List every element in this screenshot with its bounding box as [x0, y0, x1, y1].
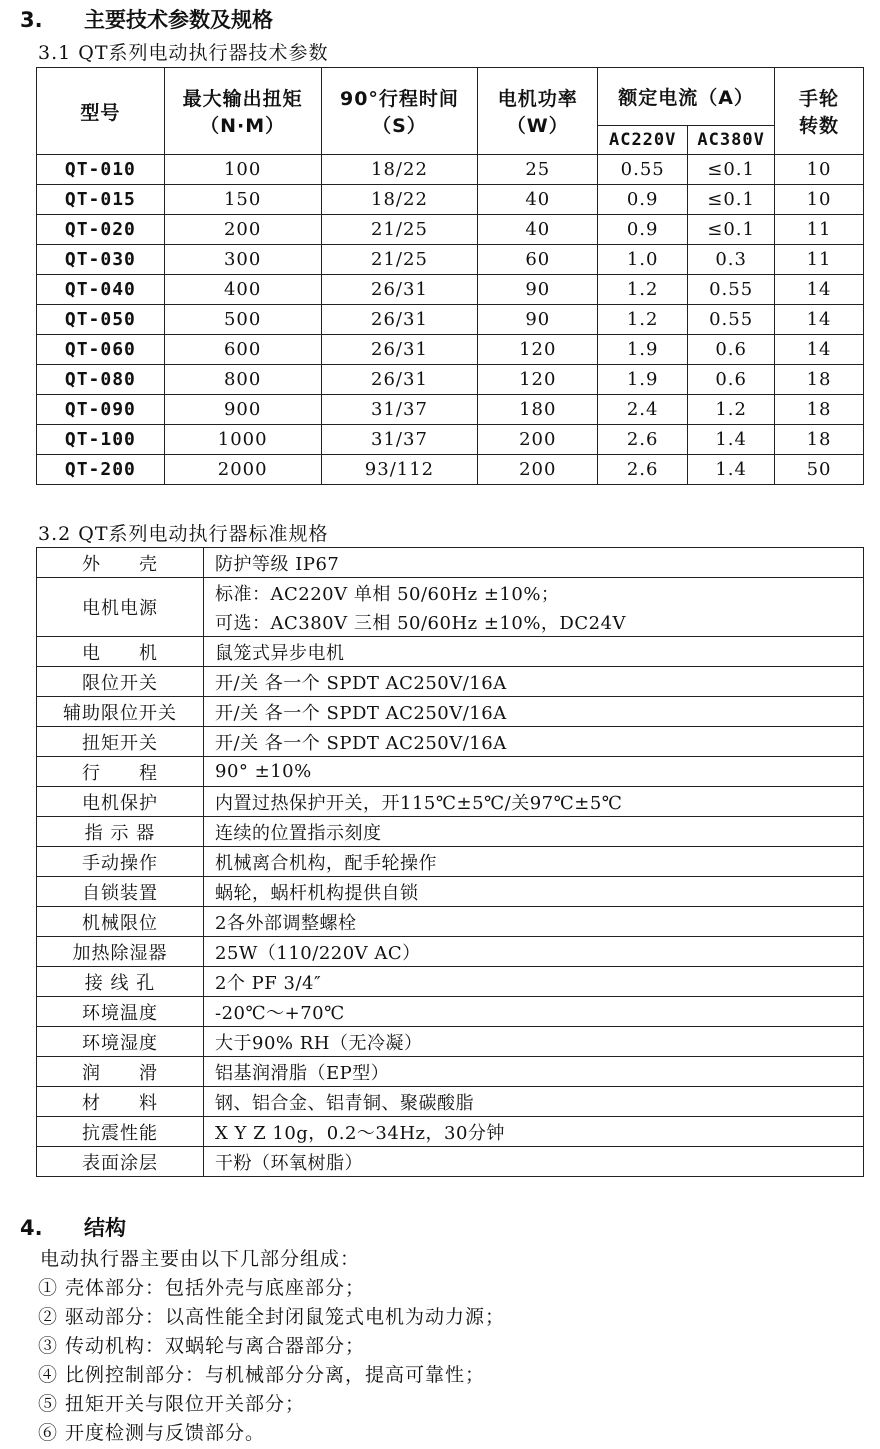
value-cell: 1.2 [688, 395, 775, 425]
value-cell: 31/37 [321, 395, 478, 425]
value-cell: 31/37 [321, 425, 478, 455]
table-row [37, 365, 864, 395]
value-cell: 1.9 [598, 335, 688, 365]
value-cell: 90 [478, 305, 598, 335]
section-4-heading [20, 1212, 126, 1242]
value-cell: 14 [775, 335, 864, 365]
spec-value: X Y Z 10g，0.2～34Hz，30分钟 [204, 1117, 864, 1147]
spec-value: 蜗轮，蜗杆机构提供自锁 [204, 877, 864, 907]
spec-value: 防护等级 IP67 [204, 548, 864, 578]
value-cell: 800 [164, 365, 321, 395]
spec-row [37, 1087, 864, 1117]
subsection-3-1-title: 3.1 QT系列电动执行器技术参数 [38, 42, 329, 64]
value-cell: 0.55 [688, 305, 775, 335]
value-cell: 60 [478, 245, 598, 275]
value-cell: 200 [478, 425, 598, 455]
spec-row [37, 997, 864, 1027]
spec-key: 自锁装置 [37, 877, 204, 907]
model-cell: QT-040 [37, 275, 165, 305]
value-cell: 26/31 [321, 335, 478, 365]
table-row [37, 215, 864, 245]
spec-key: 限位开关 [37, 667, 204, 697]
spec-row [37, 1057, 864, 1087]
spec-row [37, 907, 864, 937]
header-time: 90°行程时间 （S） [321, 68, 478, 155]
value-cell: 10 [775, 185, 864, 215]
structure-item: ① 壳体部分：包括外壳与底座部分； [38, 1277, 366, 1299]
model-cell: QT-200 [37, 455, 165, 485]
value-cell: 1.4 [688, 425, 775, 455]
spec-value: 开/关 各一个 SPDT AC250V/16A [204, 727, 864, 757]
spec-row [37, 727, 864, 757]
value-cell: 25 [478, 155, 598, 185]
section-3-heading [20, 4, 273, 34]
spec-row [37, 697, 864, 727]
spec-value: 可选：AC380V 三相 50/60Hz ±10%，DC24V [204, 607, 864, 637]
spec-key: 行 程 [37, 757, 204, 787]
value-cell: 1.9 [598, 365, 688, 395]
value-cell: 180 [478, 395, 598, 425]
value-cell: 0.3 [688, 245, 775, 275]
spec-value: 2个 PF 3/4″ [204, 967, 864, 997]
spec-value: 鼠笼式异步电机 [204, 637, 864, 667]
spec-row [37, 1027, 864, 1057]
value-cell: 1.0 [598, 245, 688, 275]
value-cell: 2.4 [598, 395, 688, 425]
spec-value: 标准：AC220V 单相 50/60Hz ±10%； [204, 578, 864, 608]
standard-spec-table [36, 547, 864, 1177]
header-ac220: AC220V [598, 126, 688, 155]
spec-value: 25W（110/220V AC） [204, 937, 864, 967]
value-cell: ≤0.1 [688, 215, 775, 245]
value-cell: 26/31 [321, 365, 478, 395]
spec-value: 连续的位置指示刻度 [204, 817, 864, 847]
model-cell: QT-080 [37, 365, 165, 395]
spec-row [37, 787, 864, 817]
spec-key: 表面涂层 [37, 1147, 204, 1177]
value-cell: 11 [775, 215, 864, 245]
spec-value: 钢、铝合金、铝青铜、聚碳酸脂 [204, 1087, 864, 1117]
spec-row [37, 667, 864, 697]
table-row [37, 185, 864, 215]
value-cell: 18/22 [321, 155, 478, 185]
table-row [37, 155, 864, 185]
spec-key: 辅助限位开关 [37, 697, 204, 727]
header-torque: 最大输出扭矩 （N·M） [164, 68, 321, 155]
value-cell: 90 [478, 275, 598, 305]
spec-key: 润 滑 [37, 1057, 204, 1087]
value-cell: 18 [775, 365, 864, 395]
model-cell: QT-060 [37, 335, 165, 365]
spec-value: 开/关 各一个 SPDT AC250V/16A [204, 667, 864, 697]
spec-row [37, 877, 864, 907]
spec-row [37, 847, 864, 877]
spec-key: 抗震性能 [37, 1117, 204, 1147]
structure-item: ⑥ 开度检测与反馈部分。 [38, 1422, 266, 1444]
model-cell: QT-020 [37, 215, 165, 245]
spec-key: 机械限位 [37, 907, 204, 937]
value-cell: 120 [478, 335, 598, 365]
spec-key: 环境湿度 [37, 1027, 204, 1057]
spec-value: 2各外部调整螺栓 [204, 907, 864, 937]
table-row [37, 335, 864, 365]
spec-value: 铝基润滑脂（EP型） [204, 1057, 864, 1087]
spec-key: 电 机 [37, 637, 204, 667]
spec-row [37, 637, 864, 667]
spec-row [37, 1147, 864, 1177]
model-cell: QT-030 [37, 245, 165, 275]
value-cell: ≤0.1 [688, 155, 775, 185]
model-cell: QT-010 [37, 155, 165, 185]
structure-intro: 电动执行器主要由以下几部分组成： [40, 1248, 361, 1270]
spec-row [37, 757, 864, 787]
model-cell: QT-100 [37, 425, 165, 455]
structure-item: ⑤ 扭矩开关与限位开关部分； [38, 1393, 306, 1415]
value-cell: 1.2 [598, 305, 688, 335]
spec-value: 干粉（环氧树脂） [204, 1147, 864, 1177]
header-ac380: AC380V [688, 126, 775, 155]
value-cell: ≤0.1 [688, 185, 775, 215]
spec-value: 大于90% RH（无冷凝） [204, 1027, 864, 1057]
value-cell: 0.55 [598, 155, 688, 185]
value-cell: 0.55 [688, 275, 775, 305]
spec-row [37, 937, 864, 967]
value-cell: 400 [164, 275, 321, 305]
spec-key: 材 料 [37, 1087, 204, 1117]
header-power: 电机功率 （W） [478, 68, 598, 155]
value-cell: 50 [775, 455, 864, 485]
value-cell: 2.6 [598, 455, 688, 485]
spec-row [37, 548, 864, 578]
spec-key: 扭矩开关 [37, 727, 204, 757]
table-row [37, 275, 864, 305]
value-cell: 26/31 [321, 275, 478, 305]
value-cell: 26/31 [321, 305, 478, 335]
value-cell: 11 [775, 245, 864, 275]
value-cell: 21/25 [321, 215, 478, 245]
spec-key: 手动操作 [37, 847, 204, 877]
spec-key: 环境温度 [37, 997, 204, 1027]
spec-row [37, 1117, 864, 1147]
value-cell: 200 [478, 455, 598, 485]
spec-key: 外 壳 [37, 548, 204, 578]
spec-value: -20℃～+70℃ [204, 997, 864, 1027]
value-cell: 100 [164, 155, 321, 185]
header-model: 型号 [37, 68, 165, 155]
table-row [37, 425, 864, 455]
value-cell: 500 [164, 305, 321, 335]
value-cell: 200 [164, 215, 321, 245]
value-cell: 21/25 [321, 245, 478, 275]
table-row [37, 455, 864, 485]
value-cell: 0.9 [598, 185, 688, 215]
spec-value: 内置过热保护开关，开115℃±5℃/关97℃±5℃ [204, 787, 864, 817]
model-cell: QT-090 [37, 395, 165, 425]
section-number: 4. [20, 1216, 43, 1240]
value-cell: 300 [164, 245, 321, 275]
value-cell: 0.9 [598, 215, 688, 245]
structure-item: ④ 比例控制部分：与机械部分分离，提高可靠性； [38, 1364, 486, 1386]
value-cell: 0.6 [688, 335, 775, 365]
value-cell: 1.4 [688, 455, 775, 485]
value-cell: 40 [478, 215, 598, 245]
structure-item: ② 驱动部分：以高性能全封闭鼠笼式电机为动力源； [38, 1306, 506, 1328]
header-current: 额定电流（A） [598, 68, 775, 126]
value-cell: 1.2 [598, 275, 688, 305]
value-cell: 18/22 [321, 185, 478, 215]
spec-row [37, 967, 864, 997]
spec-value: 机械离合机构，配手轮操作 [204, 847, 864, 877]
section-number: 3. [20, 8, 43, 32]
value-cell: 1000 [164, 425, 321, 455]
value-cell: 14 [775, 275, 864, 305]
spec-key: 电机保护 [37, 787, 204, 817]
model-cell: QT-050 [37, 305, 165, 335]
value-cell: 10 [775, 155, 864, 185]
value-cell: 600 [164, 335, 321, 365]
value-cell: 150 [164, 185, 321, 215]
subsection-3-2-title: 3.2 QT系列电动执行器标准规格 [38, 523, 329, 545]
table-row [37, 305, 864, 335]
value-cell: 40 [478, 185, 598, 215]
header-handwheel: 手轮 转数 [775, 68, 864, 155]
value-cell: 120 [478, 365, 598, 395]
value-cell: 0.6 [688, 365, 775, 395]
model-cell: QT-015 [37, 185, 165, 215]
table-row [37, 245, 864, 275]
section-title: 主要技术参数及规格 [84, 8, 273, 32]
spec-row [37, 578, 864, 608]
structure-item: ③ 传动机构：双蜗轮与离合器部分； [38, 1335, 366, 1357]
spec-key: 接 线 孔 [37, 967, 204, 997]
spec-key: 电机电源 [37, 578, 204, 637]
spec-key: 加热除湿器 [37, 937, 204, 967]
tech-parameters-table [36, 67, 864, 485]
spec-value: 开/关 各一个 SPDT AC250V/16A [204, 697, 864, 727]
value-cell: 93/112 [321, 455, 478, 485]
table-row [37, 395, 864, 425]
value-cell: 2000 [164, 455, 321, 485]
value-cell: 900 [164, 395, 321, 425]
value-cell: 18 [775, 395, 864, 425]
spec-row [37, 817, 864, 847]
spec-key: 指 示 器 [37, 817, 204, 847]
spec-value: 90° ±10% [204, 757, 864, 787]
value-cell: 2.6 [598, 425, 688, 455]
value-cell: 14 [775, 305, 864, 335]
value-cell: 18 [775, 425, 864, 455]
section-title: 结构 [84, 1216, 126, 1240]
